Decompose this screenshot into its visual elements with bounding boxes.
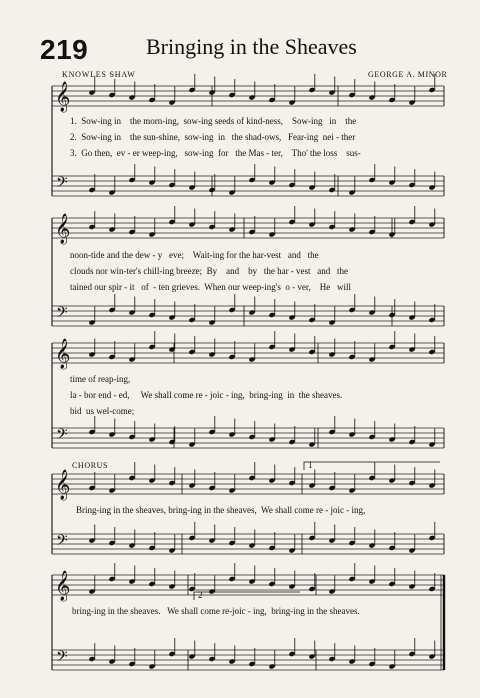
lyric-line: bid us wel-come; <box>70 406 135 416</box>
treble-clef-icon: 𝄞 <box>55 339 71 369</box>
second-ending-number: 2 <box>198 590 203 600</box>
hymn-number: 219 <box>40 34 89 65</box>
treble-clef-icon: 𝄞 <box>55 470 71 500</box>
lyric-line: tained our spir - it of - ten grieves. When our weep-ing's o - ver, He will <box>70 282 352 292</box>
lyric-line: 3. Go then, ev - er weep-ing, sow-ing for the Mas - ter, Tho' the loss sus- <box>70 148 361 158</box>
lyric-line: noon-tide and the dew - y eve; Wait-ing for the har-vest and the <box>70 250 319 260</box>
lyric-line: 1. Sow-ing in the morn-ing, sow-ing seeds of kind-ness, Sow-ing in the <box>70 116 357 126</box>
treble-clef-icon: 𝄞 <box>55 571 71 601</box>
bass-clef-icon: 𝄢 <box>56 426 68 447</box>
bass-clef-icon: 𝄢 <box>56 304 68 325</box>
bass-clef-icon: 𝄢 <box>56 174 68 195</box>
treble-clef-icon: 𝄞 <box>55 82 71 112</box>
author-credit: KNOWLES SHAW <box>62 70 136 79</box>
lyric-line: la - bor end - ed, We shall come re - joic - ing, bring-ing in the sheaves. <box>70 390 343 400</box>
lyric-line: 2. Sow-ing in the sun-shine, sow-ing in the shad-ows, Fear-ing nei - ther <box>70 132 356 142</box>
lyric-line: bring-ing in the sheaves. We shall come re-joic - ing, bring-ing in the sheaves. <box>72 606 360 616</box>
lyric-line: time of reap-ing, <box>70 374 131 384</box>
lyric-line: clouds nor win-ter's chill-ing breeze; By and by the har - vest and the <box>70 266 349 276</box>
first-ending-number: 1 <box>308 460 313 470</box>
bass-clef-icon: 𝄢 <box>56 648 68 669</box>
chorus-label: CHORUS <box>72 461 109 470</box>
first-ending-bracket <box>304 462 440 470</box>
treble-clef-icon: 𝄞 <box>55 214 71 244</box>
hymn-title: Bringing in the Sheaves <box>146 34 357 59</box>
composer-credit: GEORGE A. MINOR <box>368 70 448 79</box>
bass-clef-icon: 𝄢 <box>56 532 68 553</box>
lyric-line: Bring-ing in the sheaves, bring-ing in the sheaves, We shall come re - joic - ing, <box>76 505 366 515</box>
